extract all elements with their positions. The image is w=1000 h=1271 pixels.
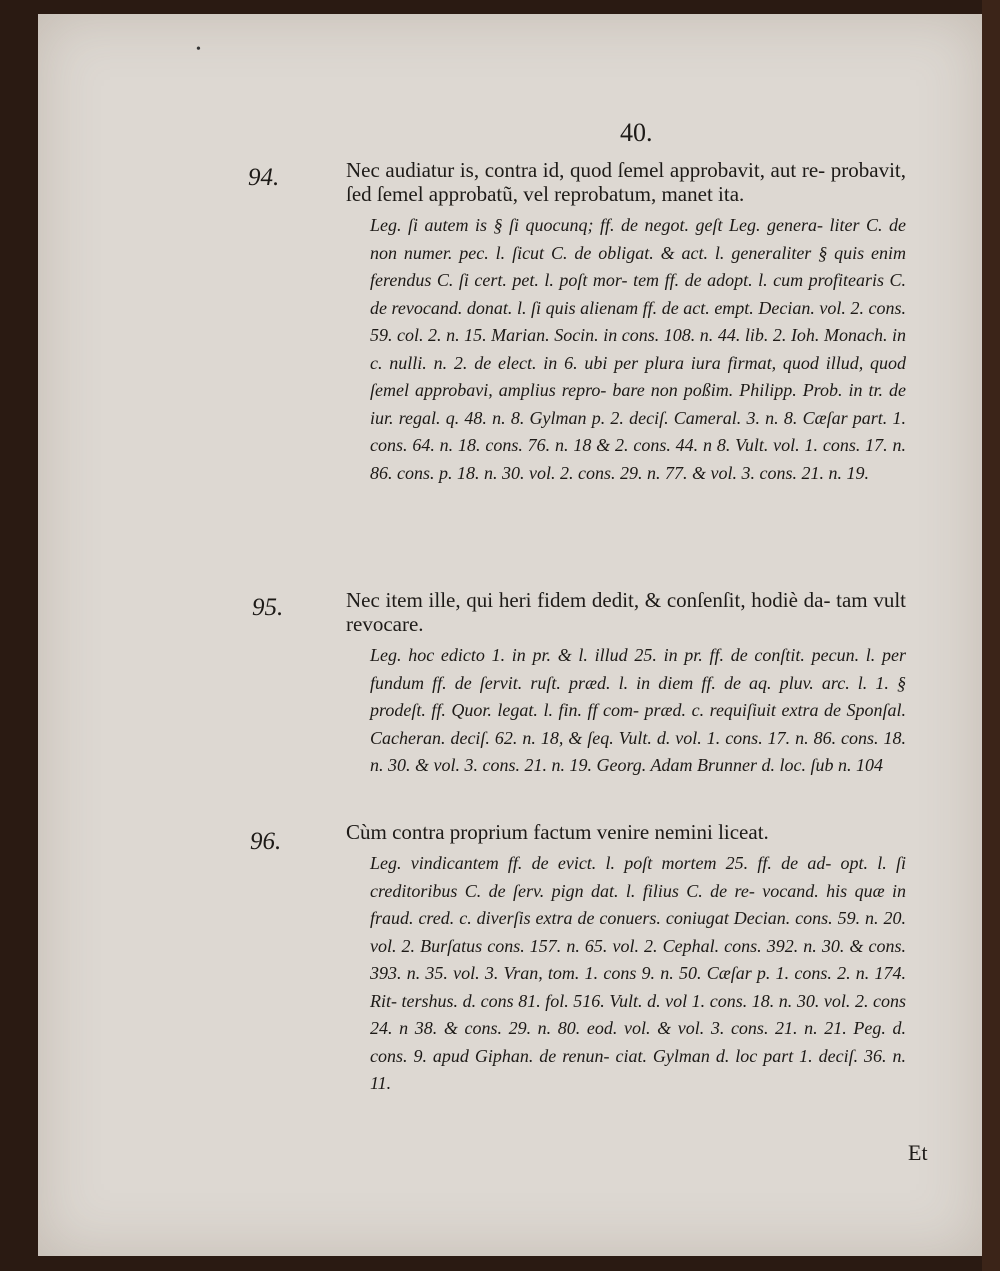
- entry-heading: Cùm contra proprium factum venire nemini liceat.: [346, 820, 769, 844]
- entry-96: [346, 820, 906, 1098]
- entry-number: 94.: [248, 164, 280, 191]
- entry-number: 96.: [250, 828, 282, 855]
- page-number: 40.: [620, 118, 653, 147]
- entry-94: [346, 158, 906, 487]
- entry-citation: Leg. vindicantem ff. de evict. l. poſt mortem 25. ff. de ad- opt. l. ſi creditoribus C. de ſerv. pign dat. l. filius C. de re- vocand. his quæ in fraud. cred. c. diverſis extra de conuers. coniugat Decian. cons. 59. n. 20. vol. 2. Burſatus cons. 157. n. 65. vol. 2. Cephal. cons. 392. n. 30. & cons. 393. n. 35. vol. 3. Vran, tom. 1. cons 9. n. 50. Cæſar p. 1. cons. 2. n. 174. Rit- tershus. d. cons 81. fol. 516. Vult. d. vol 1. cons. 18. n. 30. vol. 2. cons 24. n 38. & cons. 29. n. 80. eod. vol. & vol. 3. cons. 21. n. 21. Peg. d. cons. 9. apud Giphan. de renun- ciat. Gylman d. loc part 1. deciſ. 36. n. 11.: [370, 853, 906, 1093]
- entry-citation: Leg. hoc edicto 1. in pr. & l. illud 25. in pr. ff. de conſtit. pecun. l. per fundum ff. de ſervit. ruſt. præd. l. in diem ff. de aq. pluv. arc. l. 1. § prodeſt. ff. Quor. legat. l. fin. ff com- præd. c. requiſiuit extra de Sponſal. Cacheran. deciſ. 62. n. 18, & ſeq. Vult. d. vol. 1. cons. 17. n. 86. cons. 18. n. 30. & vol. 3. cons. 21. n. 19. Georg. Adam Brunner d. loc. ſub n. 104: [370, 645, 906, 775]
- ink-mark: •: [196, 42, 201, 57]
- entry-heading: Nec audiatur is, contra id, quod ſemel approbavit, aut re- probavit, ſed ſemel approbatũ, vel reprobatum, manet ita.: [346, 158, 906, 206]
- catchword: Et: [908, 1140, 928, 1165]
- entry-citation: Leg. ſi autem is § ſi quocunq; ff. de negot. geſt Leg. genera- liter C. de non numer. pec. l. ſicut C. de obligat. & act. l. generaliter § quis enim ferendus C. ſi cert. pet. l. poſt mor- tem ff. de adopt. l. cum profitearis C. de revocand. donat. l. ſi quis alienam ff. de act. empt. Decian. vol. 2. cons. 59. col. 2. n. 15. Marian. Socin. in cons. 108. n. 44. lib. 2. Ioh. Monach. in c. nulli. n. 2. de elect. in 6. ubi per plura iura firmat, quod illud, quod ſemel approbavi, amplius repro- bare non poßim. Philipp. Prob. in tr. de iur. regal. q. 48. n. 8. Gylman p. 2. deciſ. Cameral. 3. n. 8. Cæſar part. 1. cons. 64. n. 18. cons. 76. n. 18 & 2. cons. 44. n 8. Vult. vol. 1. cons. 17. n. 86. cons. p. 18. n. 30. vol. 2. cons. 29. n. 77. & vol. 3. cons. 21. n. 19.: [370, 215, 906, 483]
- entry-95: [346, 588, 906, 780]
- entry-heading: Nec item ille, qui heri fidem dedit, & conſenſit, hodiè da- tam vult revocare.: [346, 588, 906, 636]
- entry-number: 95.: [252, 594, 284, 621]
- book-edge: [982, 0, 1000, 1271]
